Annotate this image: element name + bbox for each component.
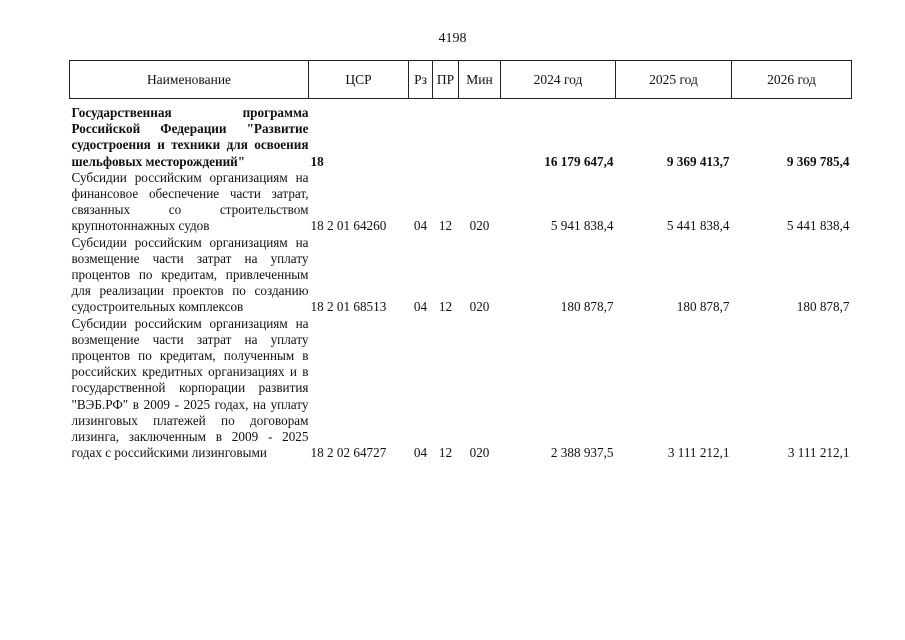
row-2026: 5 441 838,4 — [786, 218, 850, 234]
row-rz: 04 — [413, 299, 428, 315]
row-rz: 04 — [413, 445, 428, 461]
column-header-2026: 2026 год — [732, 61, 852, 99]
row-name: Субсидии российским организациям на финансовое обеспечение части затрат, связанных со строительством крупнотоннажных судов — [71, 169, 309, 234]
row-min: 020 — [469, 218, 490, 234]
page-number: 4198 — [438, 31, 467, 46]
row-rz: 04 — [413, 218, 428, 234]
row-2026: 9 369 785,4 — [786, 153, 850, 169]
row-2025: 3 111 212,1 — [667, 445, 730, 461]
row-min — [459, 99, 501, 170]
table-row — [70, 316, 852, 462]
row-2024: 180 878,7 — [560, 299, 614, 315]
row-2024: 5 941 838,4 — [550, 218, 614, 234]
row-name: Государственная программа Российской Федерации "Развитие судостроения и техники для освоения шельфовых месторождений" — [71, 105, 309, 169]
row-2026: 180 878,7 — [796, 299, 850, 315]
row-pr: 12 — [438, 299, 453, 315]
row-min: 020 — [469, 299, 490, 315]
column-header-min: Мин — [459, 61, 501, 99]
column-header-csr: ЦСР — [309, 61, 409, 99]
row-csr: 18 2 01 68513 — [310, 299, 387, 315]
row-rz — [409, 99, 433, 170]
column-header-2024: 2024 год — [501, 61, 616, 99]
row-2024: 2 388 937,5 — [550, 445, 614, 461]
column-header-name: Наименование — [70, 61, 309, 99]
row-name: Субсидии российским организациям на возмещение части затрат на уплату процентов по кредитам, привлеченным для реализации проектов по созданию судостроительных комплексов — [71, 234, 309, 315]
column-header-pr: ПР — [433, 61, 459, 99]
row-2024: 16 179 647,4 — [544, 153, 614, 169]
row-pr: 12 — [438, 218, 453, 234]
row-csr: 18 2 02 64727 — [310, 445, 387, 461]
row-name: Субсидии российским организациям на возмещение части затрат на уплату процентов по кредитам, полученным в российских кредитных организациях и в государственной корпорации развития "ВЭБ.РФ" в 2009 - 2025 годах, на уплату лизинговых платежей по договорам лизинга, заключенным в 2009 - 2025 годах с российскими лизинговыми — [71, 315, 309, 461]
table-header-row — [70, 61, 852, 99]
column-header-2025: 2025 год — [616, 61, 732, 99]
table-row — [70, 170, 852, 235]
row-2025: 9 369 413,7 — [666, 153, 730, 169]
row-csr: 18 — [310, 153, 324, 169]
row-csr: 18 2 01 64260 — [310, 218, 387, 234]
row-2025: 180 878,7 — [676, 299, 730, 315]
budget-table — [69, 60, 852, 461]
table-row — [70, 235, 852, 316]
column-header-rz: Рз — [409, 61, 433, 99]
row-pr: 12 — [438, 445, 453, 461]
row-pr — [433, 99, 459, 170]
row-min: 020 — [469, 445, 490, 461]
row-2026: 3 111 212,1 — [787, 445, 850, 461]
row-2025: 5 441 838,4 — [666, 218, 730, 234]
table-row — [70, 99, 852, 170]
